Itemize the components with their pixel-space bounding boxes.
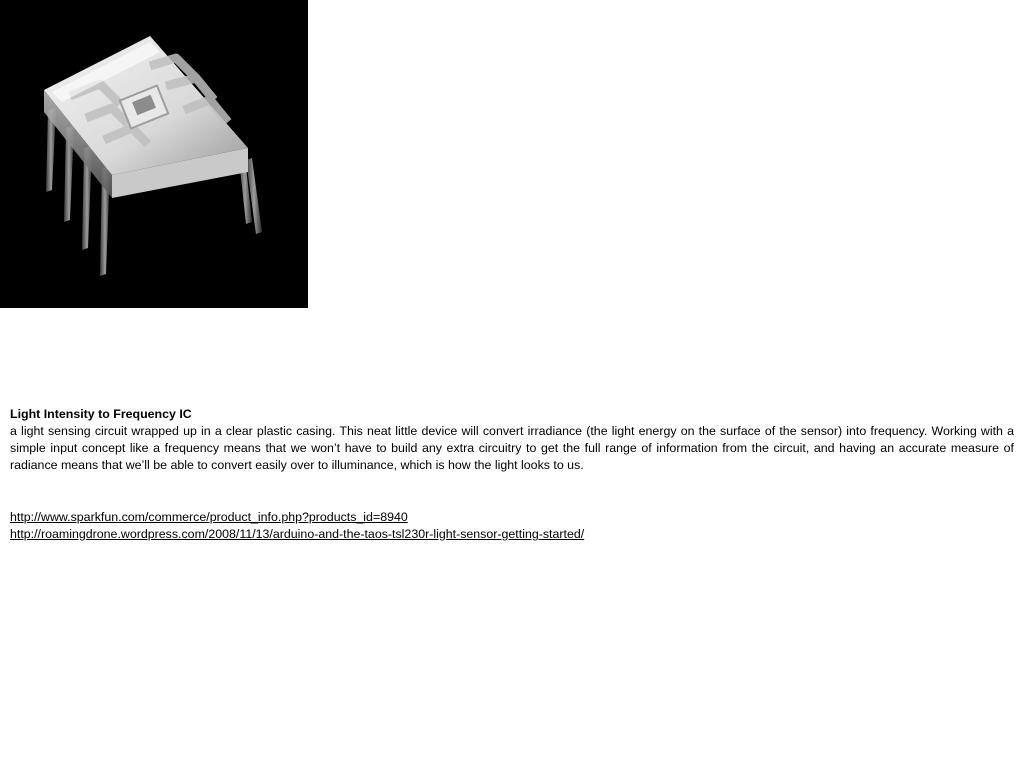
product-title: Light Intensity to Frequency IC bbox=[10, 407, 192, 421]
product-description: a light sensing circuit wrapped up in a clear plastic casing. This neat little device will convert irradiance (the light energy on the surface of the sensor) into frequency. Working with a simple input concept like a frequency means that we won’t have to build any extra circuitry to get the full range of information from the circuit, and having an accurate measure of radiance means that we’ll be able to convert easily over to illuminance, which is how the light looks to us. bbox=[10, 424, 1014, 472]
reference-links bbox=[10, 509, 584, 543]
product-photo bbox=[0, 0, 308, 308]
sparkfun-link[interactable]: http://www.sparkfun.com/commerce/product_info.php?products_id=8940 bbox=[10, 510, 408, 524]
description-block bbox=[10, 406, 1014, 474]
roamingdrone-link[interactable]: http://roamingdrone.wordpress.com/2008/11/13/arduino-and-the-taos-tsl230r-light-sensor-getting-started/ bbox=[10, 527, 585, 541]
chip-illustration bbox=[0, 0, 308, 308]
